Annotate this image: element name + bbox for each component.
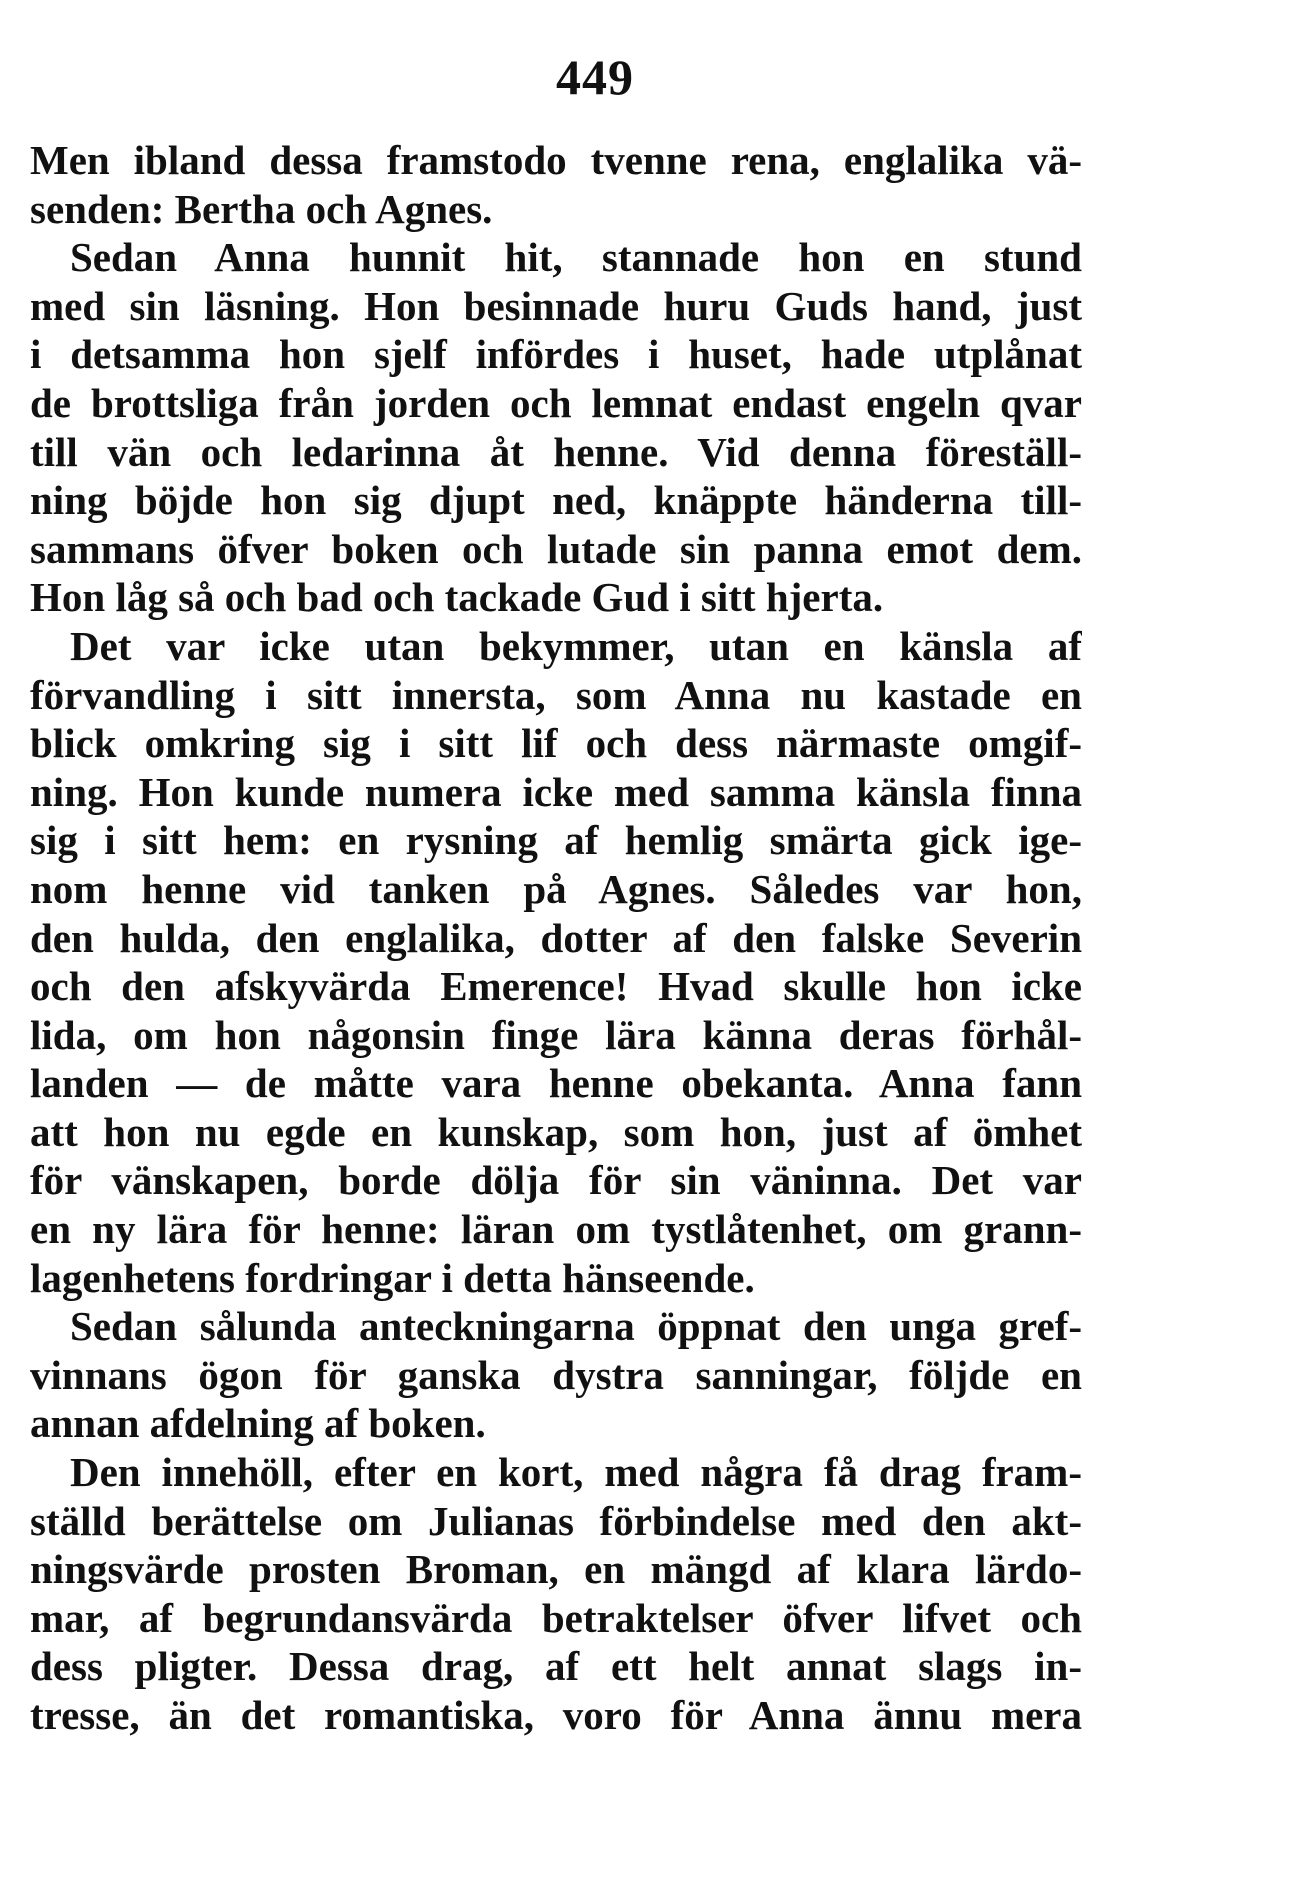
text-line: Sedan sålunda anteckningarna öppnat den unga gref- [70,1303,1082,1350]
text-line: ningsvärde prosten Broman, en mängd af klara lärdo- [30,1546,1082,1593]
text-line: Sedan Anna hunnit hit, stannade hon en stund [70,234,1082,281]
text-line: Men ibland dessa framstodo tvenne rena, englalika vä- [30,137,1082,183]
text-line: lida, om hon någonsin finge lära känna deras förhål- [30,1011,1082,1058]
text-line: för vänskapen, borde dölja för sin väninna. Det var [30,1157,1082,1204]
body-text [30,136,1082,1740]
text-line: blick omkring sig i sitt lif och dess närmaste omgif- [30,720,1082,767]
text-line: sig i sitt hem: en rysning af hemlig smärta gick ige- [30,817,1082,864]
text-line: landen — de måtte vara henne obekanta. Anna fann [30,1060,1082,1107]
text-line: tresse, än det romantiska, voro för Anna ännu mera [30,1692,1082,1738]
text-line: i detsamma hon sjelf infördes i huset, hade utplånat [30,331,1082,378]
text-line: nom henne vid tanken på Agnes. Således var hon, [30,865,1082,912]
text-line: Det var icke utan bekymmer, utan en känsla af [70,622,1082,669]
text-line: ställd berättelse om Julianas förbindelse med den akt- [30,1497,1082,1544]
text-line: senden: Bertha och Agnes. [30,185,493,232]
text-line: ning böjde hon sig djupt ned, knäppte händerna till- [30,477,1082,524]
text-line: mar, af begrundansvärda betraktelser öfver lifvet och [30,1594,1082,1641]
text-line: den hulda, den englalika, dotter af den falske Severin [30,914,1082,961]
text-line: att hon nu egde en kunskap, som hon, just af ömhet [30,1108,1082,1155]
text-line: de brottsliga från jorden och lemnat endast engeln qvar [30,379,1082,426]
text-line: och den afskyvärda Emerence! Hvad skulle hon icke [30,963,1082,1010]
text-line: ning. Hon kunde numera icke med samma känsla finna [30,768,1082,815]
text-line: Hon låg så och bad och tackade Gud i sitt hjerta. [30,574,884,621]
text-line: till vän och ledarinna åt henne. Vid denna föreställ- [30,428,1082,475]
text-line: sammans öfver boken och lutade sin panna emot dem. [30,525,1082,572]
text-line: vinnans ögon för ganska dystra sanningar, följde en [30,1351,1082,1398]
text-line: en ny lära för henne: läran om tystlåtenhet, om grann- [30,1206,1082,1253]
text-line: förvandling i sitt innersta, som Anna nu kastade en [30,671,1082,718]
text-line: lagenhetens fordringar i detta hänseende. [30,1254,755,1301]
text-line: annan afdelning af boken. [30,1400,486,1447]
page-number: 449 [556,49,634,105]
text-line: med sin läsning. Hon besinnade huru Guds hand, just [30,282,1082,329]
text-line: Den innehöll, efter en kort, med några få drag fram- [70,1449,1082,1496]
text-line: dess pligter. Dessa drag, af ett helt annat slags in- [30,1643,1082,1690]
